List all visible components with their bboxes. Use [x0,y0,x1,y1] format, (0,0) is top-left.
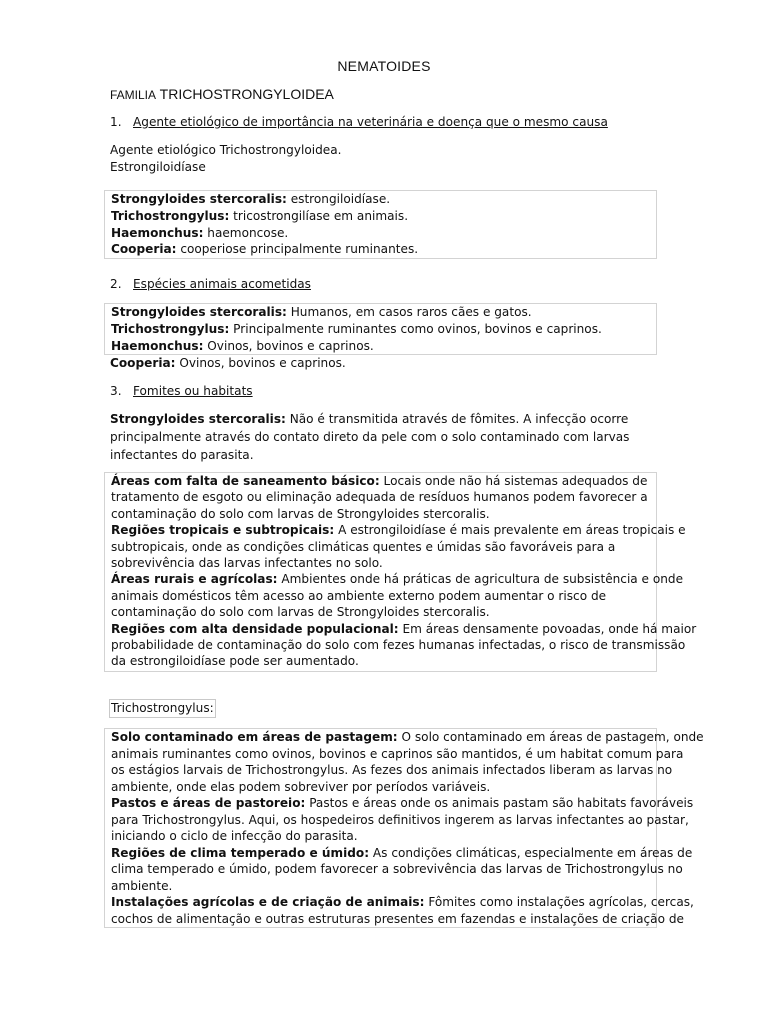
row-term: Cooperia: [110,356,176,370]
section-3-number: 3. [110,384,122,398]
habitat-text: Pastos e áreas onde os animais pastam são habitats favoráveis [305,796,694,810]
habitat-text: da estrongiloidíase pode ser aumentado. [111,654,359,669]
habitat-entry [111,729,704,795]
habitat-entry [111,894,694,927]
row-term: Strongyloides stercoralis: [111,305,287,319]
paragraph-text: Não é transmitida através de fômites. A infecção ocorre [285,412,629,426]
row-term: Strongyloides stercoralis: [111,192,287,206]
habitat-text: probabilidade de contaminação do solo com fezes humanas infectadas, o risco de transmissão [111,638,686,653]
habitat-text: os estágios larvais de Trichostrongylus. As fezes dos animais infectados liberam as larvas no [111,763,673,777]
paragraph-line: infectantes do parasita. [110,448,254,463]
paragraph-line [110,410,629,428]
paragraph-line: principalmente através do contato direto da pele com o solo contaminado com larvas [110,430,630,445]
section-1-number: 1. [110,115,122,129]
section-1-intro [110,142,342,176]
section-2-heading [110,276,311,293]
table-row [111,304,656,321]
strongyloides-paragraph [110,410,629,465]
habitat-term: Regiões tropicais e subtropicais: [111,523,335,538]
habitat-text: subtropicais, onde as condições climáticas quentes e úmidas são favoráveis para a [111,539,616,554]
row-text: Ovinos, bovinos e caprinos. [203,338,374,353]
table-row [111,225,656,242]
row-text: tricostrongilíase em animais. [229,208,409,223]
row-term: Trichostrongylus: [111,321,230,336]
row-term: Trichostrongylus: [111,208,230,223]
intro-line: Estrongiloidíase [110,159,206,174]
row-text: Principalmente ruminantes como ovinos, bovinos e caprinos. [229,321,602,336]
habitat-entry [111,621,697,670]
section-2-number: 2. [110,277,122,291]
row-term: Haemonchus: [111,225,204,240]
row-text: cooperiose principalmente ruminantes. [176,242,419,257]
habitat-entry [111,473,656,522]
section-3-title: Fomites ou habitats [133,384,253,398]
habitat-text: animais ruminantes como ovinos, bovinos e caprinos são mantidos, é um habitat comum para [111,746,684,761]
habitat-text: contaminação do solo com larvas de Strongyloides stercoralis. [111,506,490,521]
table-row [111,338,656,355]
section-1-title: Agente etiológico de importância na veterinária e doença que o mesmo causa [133,115,608,129]
habitat-term: Instalações agrícolas e de criação de animais: [111,895,425,909]
habitat-text: A estrongiloidíase é mais prevalente em áreas tropicais e [334,523,686,538]
habitat-text: ambiente. [111,878,173,893]
habitat-text: para Trichostrongylus. Aqui, os hospedeiros definitivos ingerem as larvas infectantes ao pastar, [111,812,689,827]
habitat-text: Em áreas densamente povoadas, onde há maior [398,621,697,636]
table-row [111,191,656,208]
table-row [111,208,656,225]
strongyloides-habitats-table [104,472,697,672]
paragraph-term: Strongyloides stercoralis: [110,412,286,426]
habitat-text: iniciando o ciclo de infecção do parasita. [111,829,358,843]
habitat-entry [111,571,684,620]
row-text: Ovinos, bovinos e caprinos. [175,356,346,370]
table-row [110,355,346,372]
habitat-text: Locais onde não há sistemas adequados de [379,474,648,488]
habitat-text: O solo contaminado em áreas de pastagem, onde [397,730,704,744]
trichostrongylus-label: Trichostrongylus: [111,701,214,715]
habitat-text: ambiente, onde elas podem sobreviver por períodos variáveis. [111,779,491,794]
family-prefix: FAMILIA [110,88,157,102]
habitat-text: Fômites como instalações agrícolas, cercas, [424,895,694,909]
habitat-text: Ambientes onde há práticas de agricultura de subsistência e onde [277,572,684,587]
intro-line: Agente etiológico Trichostrongyloidea. [110,143,342,157]
section-2-title: Espécies animais acometidas [133,277,311,291]
habitat-entry [111,845,693,895]
habitat-text: contaminação do solo com larvas de Strongyloides stercoralis. [111,605,490,620]
habitat-text: As condições climáticas, especialmente em áreas de [369,845,693,860]
row-term: Cooperia: [111,242,177,257]
habitat-text: animais domésticos têm acesso ao ambiente externo podem aumentar o risco de [111,588,607,603]
section-2-table [104,303,657,355]
habitat-term: Regiões com alta densidade populacional: [111,621,399,636]
habitat-entry [111,522,686,571]
family-name: TRICHOSTRONGYLOIDEA [159,86,334,102]
section-1-heading [110,114,608,131]
table-row [111,241,656,258]
section-3-heading [110,383,253,400]
habitat-text: tratamento de esgoto ou eliminação adequada de resíduos humanos podem favorecer a [111,490,648,505]
habitat-term: Regiões de clima temperado e úmido: [111,845,370,860]
row-text: Humanos, em casos raros cães e gatos. [286,305,532,319]
habitat-text: cochos de alimentação e outras estruturas presentes em fazendas e instalações de criação de [111,911,684,926]
habitat-term: Solo contaminado em áreas de pastagem: [111,730,398,744]
habitat-text: clima temperado e úmido, podem favorecer a sobrevivência das larvas de Trichostrongylus no [111,862,683,876]
row-term: Haemonchus: [111,338,204,353]
habitat-term: Pastos e áreas de pastoreio: [111,796,306,810]
trichostrongylus-habitats-table [104,728,704,928]
habitat-term: Áreas rurais e agrícolas: [111,572,278,587]
habitat-term: Áreas com falta de saneamento básico: [111,474,380,488]
habitat-entry [111,795,694,845]
family-heading [110,86,334,102]
table-row [111,321,656,338]
habitat-text: sobrevivência das larvas infectantes no solo. [111,556,383,571]
row-text: estrongiloidíase. [286,192,391,206]
row-text: haemoncose. [203,225,289,240]
section-1-table [104,190,657,259]
document-title: NEMATOIDES [337,58,431,74]
